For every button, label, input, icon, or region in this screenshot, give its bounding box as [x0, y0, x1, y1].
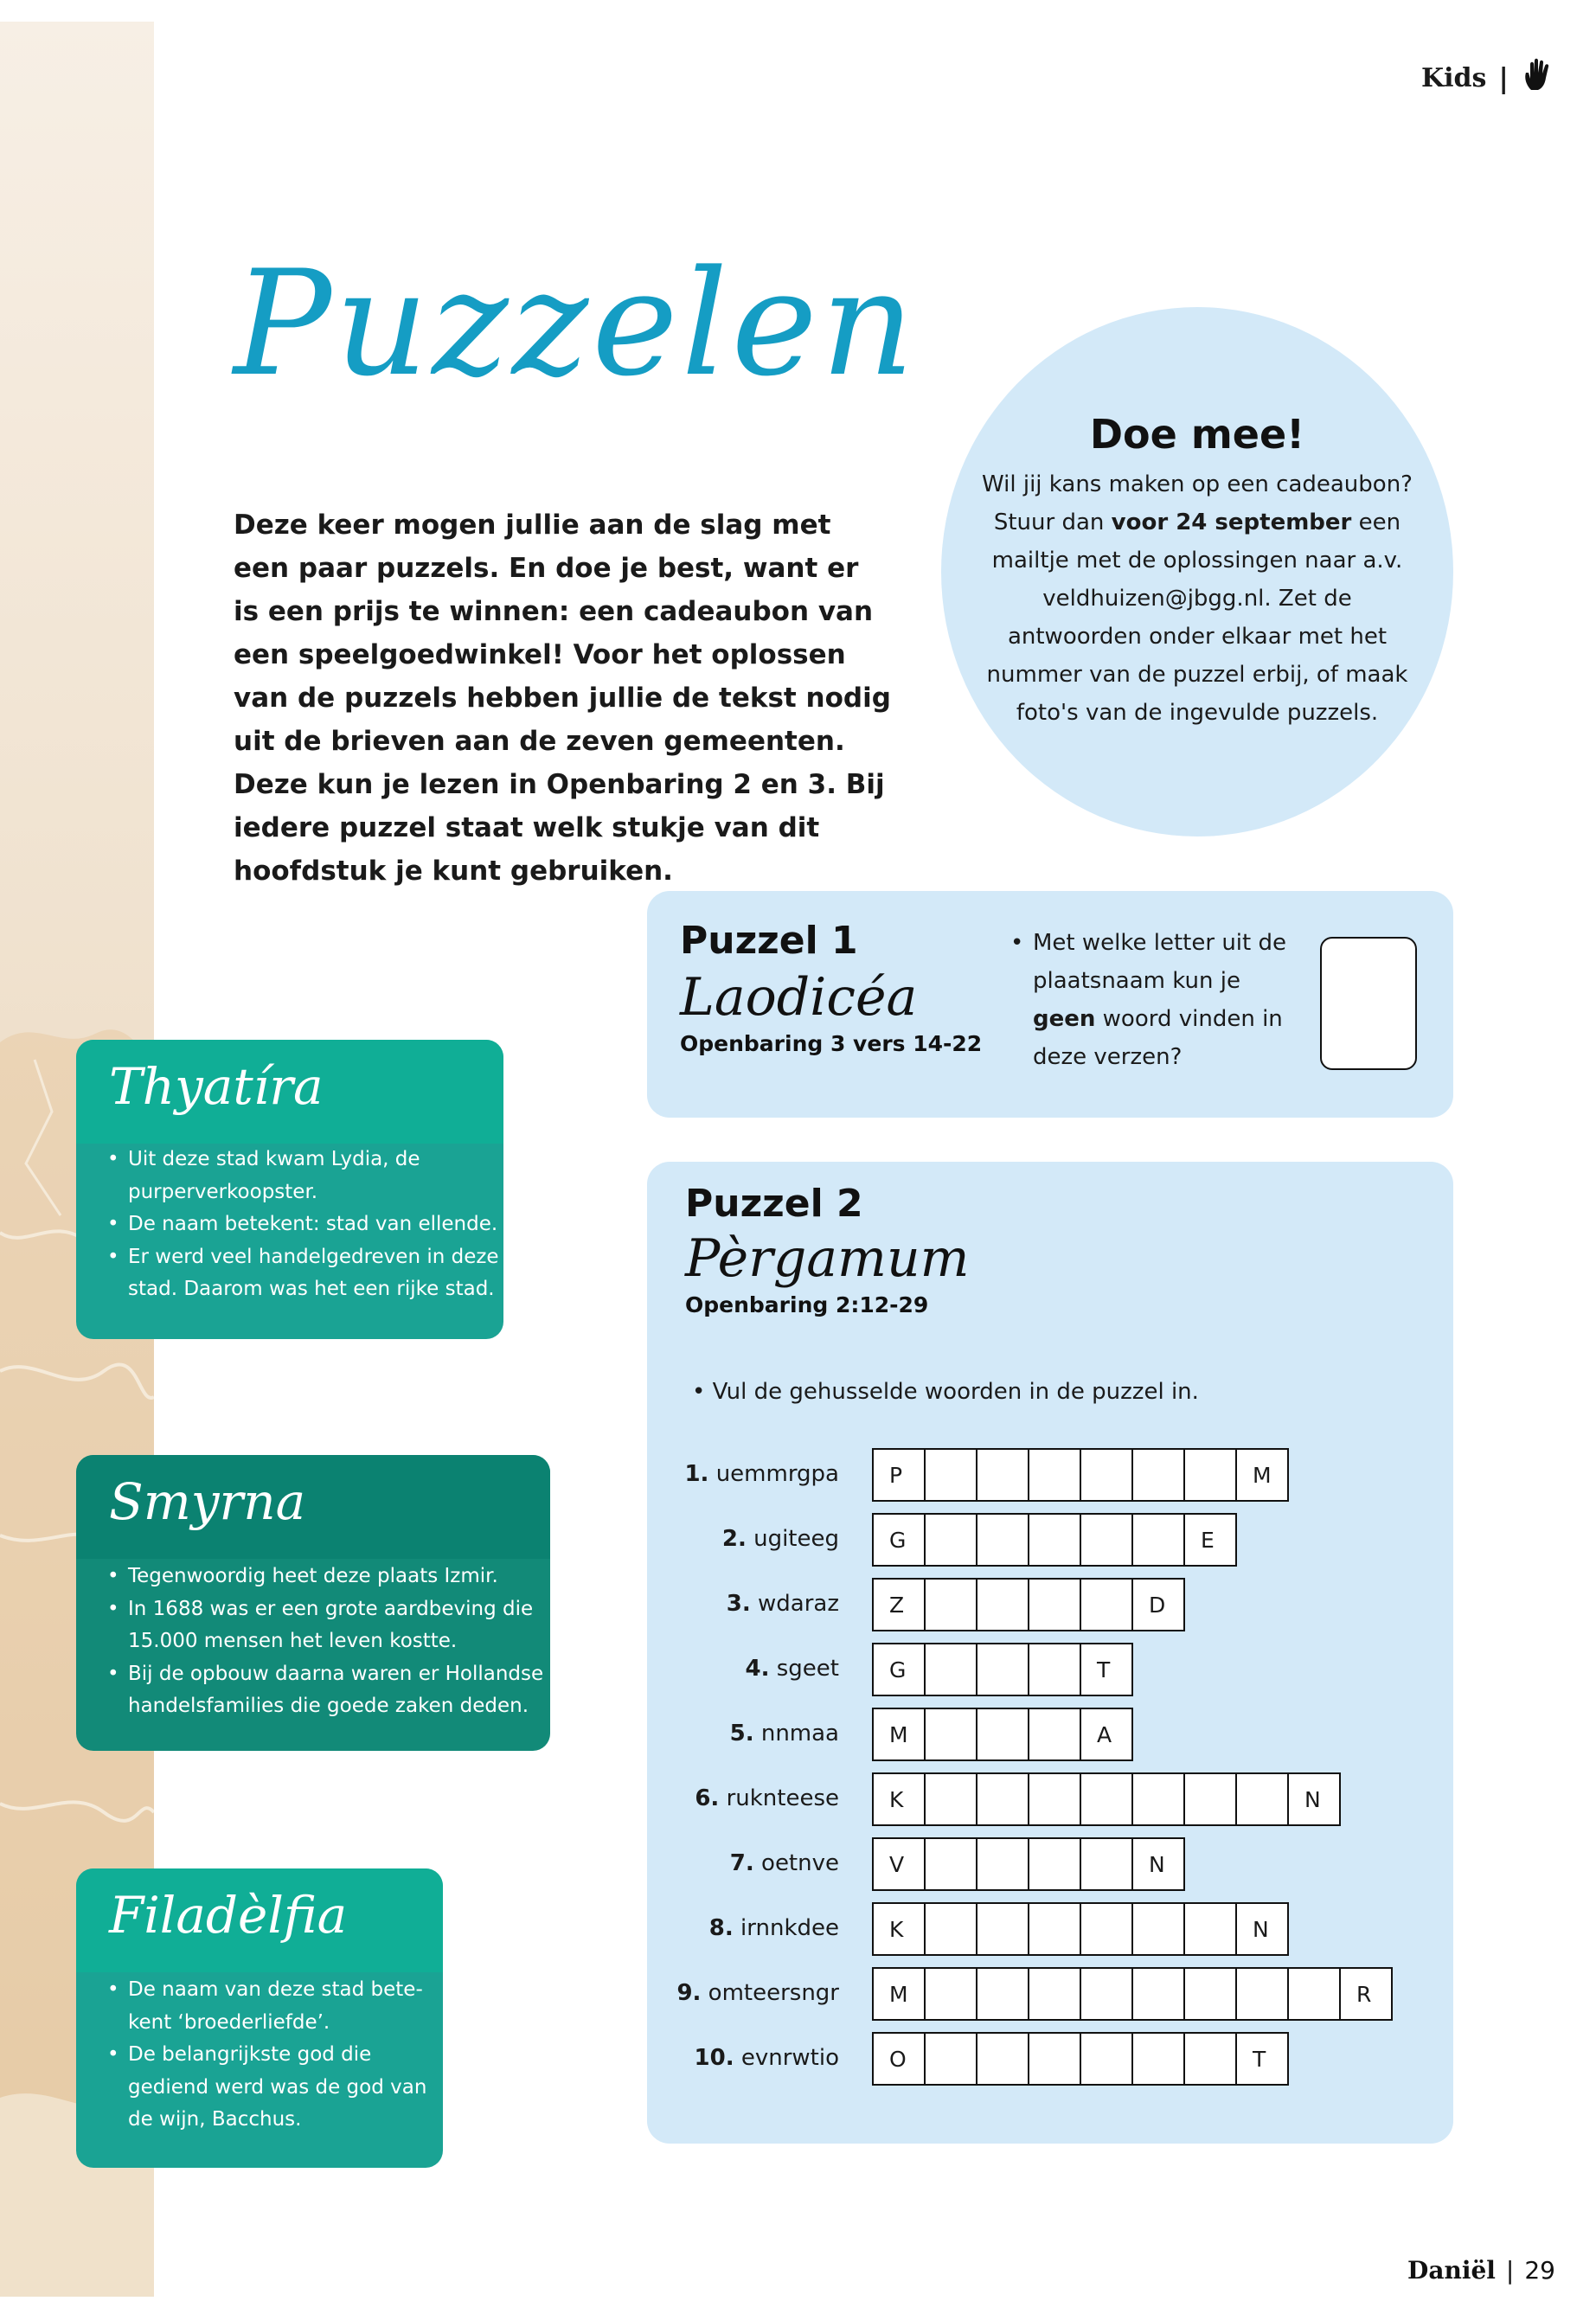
scrambled-word: uemmrgpa: [715, 1461, 839, 1487]
word-number: 10.: [694, 2045, 734, 2071]
letter-cell[interactable]: [1080, 1513, 1133, 1567]
section-header: [1421, 57, 1555, 99]
puzzle-1-label: Puzzel 1: [680, 919, 858, 963]
letter-cell[interactable]: [976, 1578, 1029, 1631]
word-row: [657, 2032, 1522, 2086]
letter-cell[interactable]: [1028, 1837, 1081, 1891]
page-number: 29: [1524, 2256, 1555, 2285]
letter-grid: [872, 1837, 1185, 1891]
puzzle-2-reference: Openbaring 2:12-29: [685, 1292, 929, 1317]
contest-text-part-2: een mailtje met de oplossingen naar a.v. veldhuizen@jbgg.nl. Zet de antwoorden onder elkaar met het nummer van de puzzel erbij, of maak foto's van de ingevulde puzzels.: [986, 510, 1408, 726]
scrambled-word: ruknteese: [726, 1785, 839, 1811]
word-row: [657, 1837, 1522, 1891]
word-clue: [657, 2045, 839, 2071]
scrambled-word: wdaraz: [758, 1591, 839, 1617]
letter-cell[interactable]: [1028, 1902, 1081, 1956]
letter-cell[interactable]: [1183, 1448, 1237, 1502]
fact-item: • De belangrijkste god die: [128, 2039, 426, 2072]
word-row: [657, 1578, 1522, 1631]
puzzle-1-answer-box[interactable]: [1320, 937, 1417, 1070]
letter-cell[interactable]: K: [872, 1772, 926, 1826]
letter-cell[interactable]: N: [1235, 1902, 1289, 1956]
letter-cell[interactable]: P: [872, 1448, 926, 1502]
letter-cell[interactable]: [1028, 1708, 1081, 1761]
letter-cell[interactable]: [1131, 2032, 1185, 2086]
word-row: [657, 1967, 1522, 2021]
letter-cell[interactable]: [1131, 1772, 1185, 1826]
letter-cell[interactable]: Z: [872, 1578, 926, 1631]
scrambled-word: oetnve: [761, 1850, 839, 1876]
page-footer: [1407, 2256, 1555, 2285]
letter-cell[interactable]: [1080, 1967, 1133, 2021]
letter-cell[interactable]: [924, 1448, 977, 1502]
fact-item: • In 1688 was er een grote aardbeving die: [128, 1593, 543, 1626]
word-row: [657, 1708, 1522, 1761]
word-number: 7.: [729, 1850, 754, 1876]
letter-cell[interactable]: [976, 1643, 1029, 1696]
word-number: 4.: [745, 1656, 770, 1682]
letter-cell[interactable]: [1183, 2032, 1237, 2086]
letter-cell[interactable]: [1028, 1513, 1081, 1567]
puzzle-1-reference: Openbaring 3 vers 14-22: [680, 1031, 983, 1056]
letter-grid: [872, 1513, 1237, 1567]
letter-cell[interactable]: [1287, 1967, 1341, 2021]
letter-cell[interactable]: [1080, 1772, 1133, 1826]
word-number: 1.: [684, 1461, 709, 1487]
letter-cell[interactable]: [924, 1513, 977, 1567]
letter-cell[interactable]: [976, 1902, 1029, 1956]
letter-cell[interactable]: A: [1080, 1708, 1133, 1761]
letter-cell[interactable]: D: [1131, 1578, 1185, 1631]
letter-cell[interactable]: G: [872, 1513, 926, 1567]
word-row: [657, 1643, 1522, 1696]
word-clue: [657, 1526, 839, 1552]
word-number: 6.: [695, 1785, 720, 1811]
letter-cell[interactable]: [924, 1967, 977, 2021]
contest-deadline: voor 24 september: [1111, 510, 1352, 535]
letter-cell[interactable]: O: [872, 2032, 926, 2086]
scrambled-word: omteersngr: [708, 1980, 839, 2006]
fact-list: [128, 1144, 499, 1306]
scrambled-word: nnmaa: [760, 1721, 839, 1747]
fact-item-continued: gediend werd was de god van: [128, 2075, 427, 2099]
letter-grid: [872, 1708, 1133, 1761]
header-separator: |: [1498, 61, 1509, 94]
letter-cell[interactable]: [976, 1967, 1029, 2021]
letter-cell[interactable]: [924, 1837, 977, 1891]
letter-cell[interactable]: [1080, 2032, 1133, 2086]
fact-list: [128, 1974, 426, 2137]
scrambled-word: ugiteeg: [753, 1526, 839, 1552]
puzzle-2-instruction: • Vul de gehusselde woorden in de puzzel in.: [692, 1379, 1199, 1405]
scrambled-word: irnnkdee: [740, 1915, 839, 1941]
letter-cell[interactable]: [924, 1708, 977, 1761]
letter-cell[interactable]: K: [872, 1902, 926, 1956]
letter-cell[interactable]: [1183, 1902, 1237, 1956]
letter-cell[interactable]: [976, 1513, 1029, 1567]
letter-cell[interactable]: [1131, 1448, 1185, 1502]
fact-item: • Tegenwoordig heet deze plaats Izmir.: [128, 1561, 543, 1593]
word-number: 8.: [708, 1915, 734, 1941]
magazine-name: Daniël: [1407, 2256, 1496, 2285]
word-clue: [657, 1785, 839, 1811]
letter-cell[interactable]: [976, 1772, 1029, 1826]
letter-cell[interactable]: [1028, 1772, 1081, 1826]
word-clue: [657, 1591, 839, 1617]
letter-cell[interactable]: [1080, 1578, 1133, 1631]
word-clue: [657, 1461, 839, 1487]
letter-grid: [872, 1643, 1133, 1696]
fact-list: [128, 1561, 543, 1723]
letter-cell[interactable]: [924, 2032, 977, 2086]
puzzle-2-city: Pèrgamum: [685, 1228, 970, 1289]
letter-cell[interactable]: M: [872, 1967, 926, 2021]
letter-cell[interactable]: [924, 1643, 977, 1696]
letter-cell[interactable]: [924, 1902, 977, 1956]
fact-box-smyrna: [76, 1455, 550, 1751]
fact-item-continued: stad. Daarom was het een rijke stad.: [128, 1278, 495, 1300]
fact-item-continued: kent ‘broederliefde’.: [128, 2010, 330, 2034]
letter-cell[interactable]: [1080, 1448, 1133, 1502]
letter-cell[interactable]: [1183, 1967, 1237, 2021]
contest-text: [977, 465, 1417, 732]
word-row: [657, 1448, 1522, 1502]
letter-cell[interactable]: [1028, 2032, 1081, 2086]
letter-cell[interactable]: [924, 1772, 977, 1826]
contest-title: Doe mee!: [1089, 411, 1305, 458]
fact-item-continued: purperverkoopster.: [128, 1180, 318, 1203]
puzzle-1-question-part-1: Met welke letter uit de plaatsnaam kun je: [1033, 930, 1286, 994]
letter-cell[interactable]: [976, 1708, 1029, 1761]
letter-cell[interactable]: M: [1235, 1448, 1289, 1502]
letter-grid: [872, 2032, 1289, 2086]
letter-grid: [872, 1902, 1289, 1956]
letter-cell[interactable]: [1028, 1448, 1081, 1502]
section-label: Kids: [1421, 62, 1487, 93]
puzzle-2-label: Puzzel 2: [685, 1182, 863, 1226]
letter-cell[interactable]: V: [872, 1837, 926, 1891]
footer-separator: |: [1505, 2256, 1515, 2285]
letter-cell[interactable]: T: [1080, 1643, 1133, 1696]
letter-cell[interactable]: [976, 1837, 1029, 1891]
letter-cell[interactable]: M: [872, 1708, 926, 1761]
fact-item: • De naam van deze stad bete-: [128, 1974, 426, 2007]
word-row: [657, 1902, 1522, 1956]
word-row: [657, 1772, 1522, 1826]
fact-item: • De naam betekent: stad van ellende.: [128, 1208, 499, 1241]
letter-cell[interactable]: [1235, 1772, 1289, 1826]
word-number: 9.: [676, 1980, 702, 2006]
letter-cell[interactable]: [1235, 1967, 1289, 2021]
word-clue: [657, 1850, 839, 1876]
letter-cell[interactable]: N: [1287, 1772, 1341, 1826]
letter-cell[interactable]: E: [1183, 1513, 1237, 1567]
fact-box-thyatira: [76, 1040, 503, 1339]
word-clue: [657, 1656, 839, 1682]
letter-grid: [872, 1578, 1185, 1631]
letter-cell[interactable]: R: [1339, 1967, 1393, 2021]
fact-item: • Bij de opbouw daarna waren er Hollandse: [128, 1658, 543, 1691]
fact-item-continued: handelsfamilies die goede zaken deden.: [128, 1695, 529, 1717]
scrambled-word: evnrwtio: [740, 2045, 839, 2071]
letter-cell[interactable]: [1028, 1578, 1081, 1631]
letter-cell[interactable]: [1080, 1837, 1133, 1891]
letter-cell[interactable]: [976, 2032, 1029, 2086]
word-row: [657, 1513, 1522, 1567]
fact-box-title: Smyrna: [109, 1472, 306, 1531]
letter-grid: [872, 1448, 1289, 1502]
letter-cell[interactable]: [1028, 1643, 1081, 1696]
letter-cell[interactable]: T: [1235, 2032, 1289, 2086]
letter-cell[interactable]: [1131, 1967, 1185, 2021]
letter-cell[interactable]: [1131, 1902, 1185, 1956]
puzzle-1-city: Laodicéa: [680, 967, 918, 1028]
fact-item-continued: de wijn, Bacchus.: [128, 2108, 302, 2131]
puzzle-1-question-bold: geen: [1033, 1006, 1096, 1032]
fact-item: • Uit deze stad kwam Lydia, de: [128, 1144, 499, 1176]
fact-box-title: Thyatíra: [109, 1057, 324, 1116]
fact-item-continued: 15.000 mensen het leven kostte.: [128, 1630, 458, 1652]
puzzle-1-question: • Met welke letter uit de plaatsnaam kun je geen woord vinden in deze verzen?: [1010, 930, 1286, 1070]
letter-grid: [872, 1967, 1393, 2021]
letter-cell[interactable]: N: [1131, 1837, 1185, 1891]
word-number: 5.: [729, 1721, 754, 1747]
letter-cell[interactable]: [976, 1448, 1029, 1502]
puzzle-2-instruction-text: Vul de gehusselde woorden in de puzzel in.: [712, 1379, 1199, 1405]
letter-cell[interactable]: [1183, 1772, 1237, 1826]
letter-cell[interactable]: [924, 1578, 977, 1631]
letter-grid: [872, 1772, 1341, 1826]
word-clue: [657, 1915, 839, 1941]
word-number: 3.: [726, 1591, 751, 1617]
letter-cell[interactable]: [1080, 1902, 1133, 1956]
intro-text: Deze keer mogen jullie aan de slag met een paar puzzels. En doe je best, want er is een prijs te winnen: een cadeaubon van een speelgoedwinkel! Voor het oplossen van de puzzels hebben jullie de tekst nodig uit de brieven aan de zeven gemeenten. Deze kun je lezen in Openbaring 2 en 3. Bij iedere puzzel staat welk stukje van dit hoofdstuk je kunt gebruiken.: [234, 510, 891, 887]
fact-box-filadelfia: [76, 1868, 443, 2168]
letter-cell[interactable]: G: [872, 1643, 926, 1696]
puzzle-1-question-part-2: woord vinden in deze verzen?: [1033, 1006, 1283, 1070]
contest-text-part-1: Wil jij kans maken op een cadeaubon? Stuur dan: [982, 471, 1413, 535]
fact-box-title: Filadèlfia: [109, 1886, 348, 1945]
word-clue: [657, 1721, 839, 1747]
page-title: Puzzelen: [234, 239, 919, 408]
word-clue: [657, 1980, 839, 2006]
word-number: 2.: [721, 1526, 747, 1552]
hand-icon: [1521, 57, 1555, 99]
scrambled-word: sgeet: [776, 1656, 839, 1682]
letter-cell[interactable]: [1028, 1967, 1081, 2021]
letter-cell[interactable]: [1131, 1513, 1185, 1567]
fact-item: • Er werd veel handelgedreven in deze: [128, 1241, 499, 1274]
